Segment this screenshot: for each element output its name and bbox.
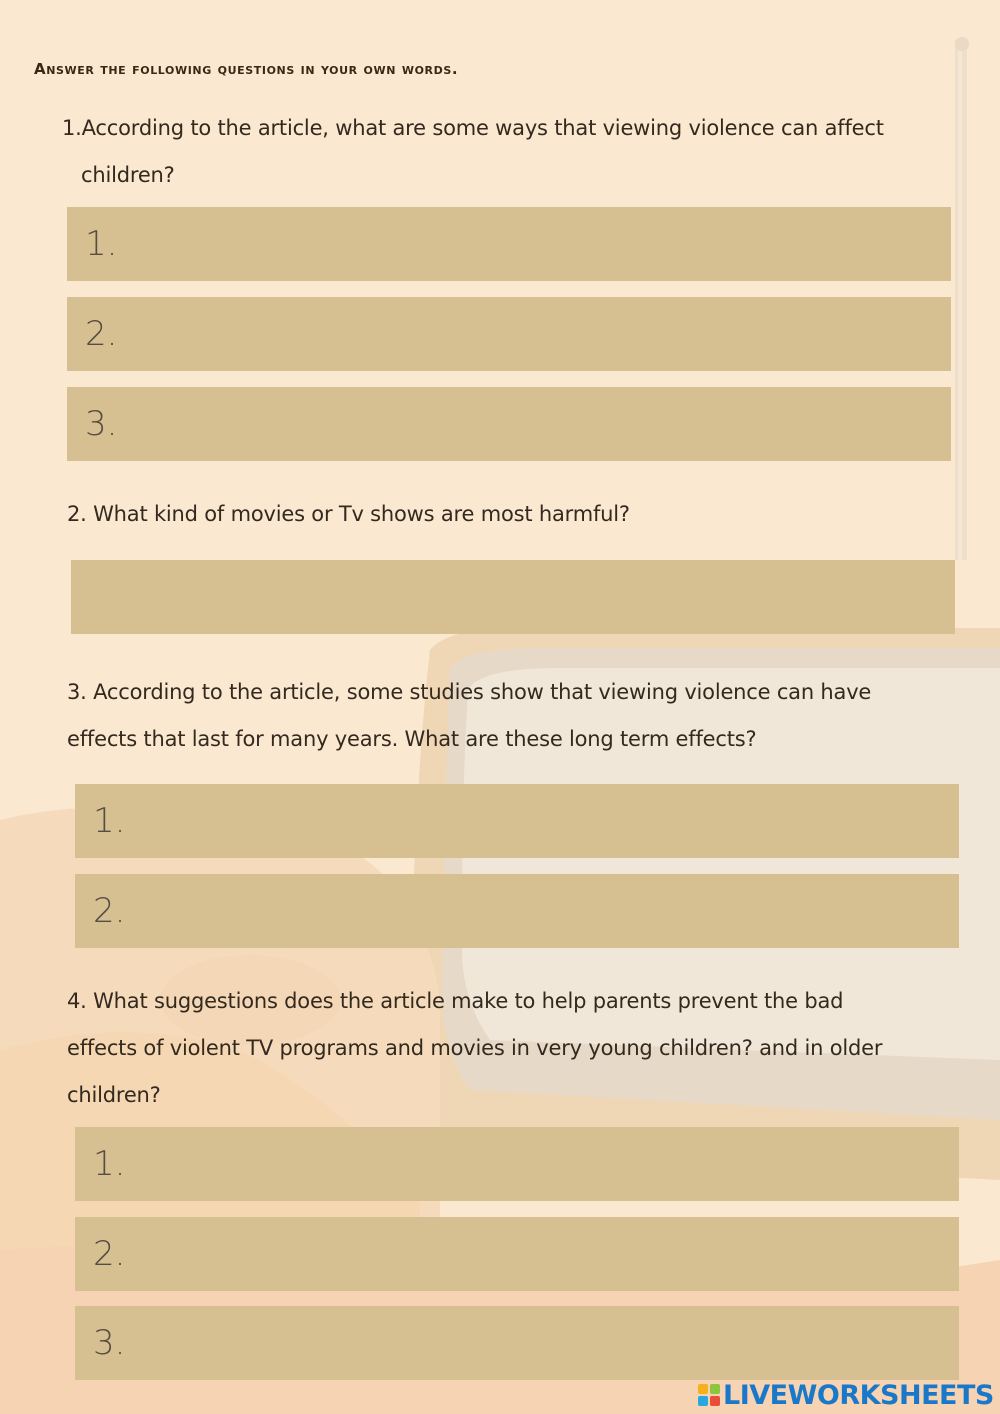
answer-field-q4-2[interactable] [75, 1217, 959, 1291]
liveworksheets-brand[interactable] [697, 1378, 994, 1412]
answer-field-q4-1[interactable] [75, 1127, 959, 1201]
answer-label: 3. [93, 1323, 126, 1363]
answer-field-q2[interactable] [71, 560, 955, 634]
answer-field-q4-3[interactable] [75, 1306, 959, 1380]
answer-field-q1-2[interactable] [67, 297, 951, 371]
question-3 [67, 669, 871, 763]
brand-name: LIVEWORKSHEETS [723, 1379, 994, 1411]
question-3-line-1: 3. According to the article, some studies show that viewing violence can have [67, 680, 872, 704]
question-4-line-1: 4. What suggestions does the article make to help parents prevent the bad [67, 989, 844, 1013]
question-4-line-3: children? [67, 1083, 161, 1107]
instructions-heading: Answer the following questions in your own words. [34, 60, 459, 78]
answer-field-q1-1[interactable] [67, 207, 951, 281]
answer-label: 1. [93, 801, 126, 841]
question-2-line-1: 2. What kind of movies or Tv shows are most harmful? [67, 502, 630, 526]
answer-field-q1-3[interactable] [67, 387, 951, 461]
question-3-line-2: effects that last for many years. What are these long term effects? [67, 727, 757, 751]
answer-label: 1. [93, 1144, 126, 1184]
question-1 [62, 105, 884, 199]
answer-field-q3-1[interactable] [75, 784, 959, 858]
question-4-line-2: effects of violent TV programs and movies in very young children? and in older [67, 1036, 883, 1060]
question-2 [67, 491, 630, 538]
answer-field-q3-2[interactable] [75, 874, 959, 948]
answer-label: 1. [85, 224, 118, 264]
answer-label: 2. [85, 314, 118, 354]
answer-label: 3. [85, 404, 118, 444]
liveworksheets-logo-icon [697, 1383, 721, 1407]
question-1-line-1: 1.According to the article, what are some ways that viewing violence can affect [62, 116, 884, 140]
question-1-line-2: children? [81, 163, 175, 187]
answer-label: 2. [93, 1234, 126, 1274]
answer-label: 2. [93, 891, 126, 931]
question-4 [67, 978, 882, 1119]
